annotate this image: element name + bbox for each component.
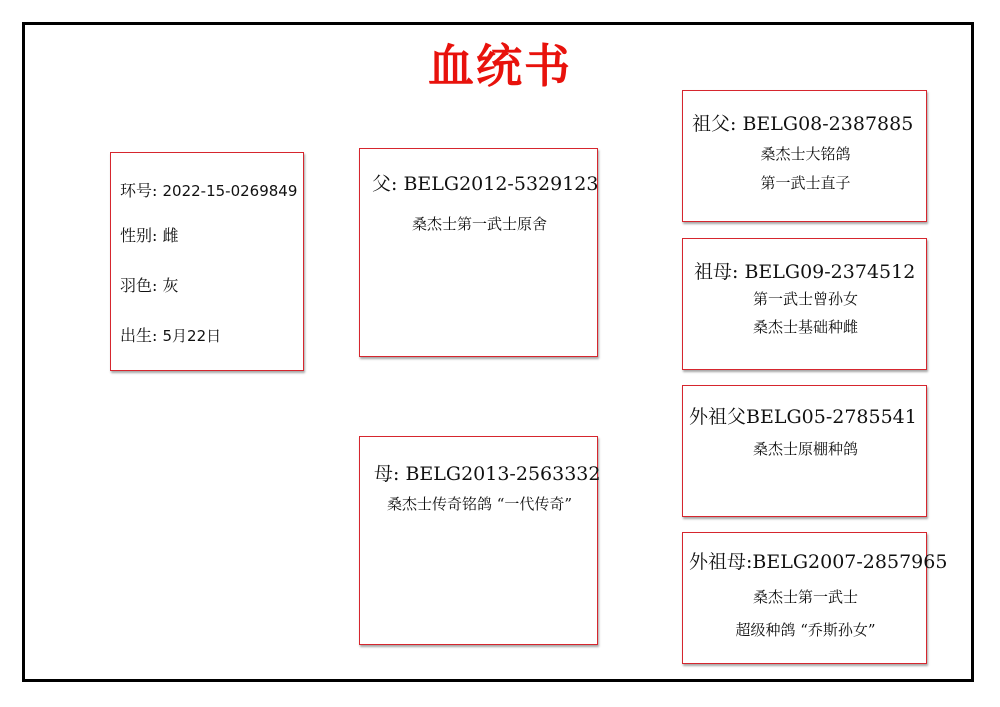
birth-label: 出生: [120, 326, 163, 345]
paternal-grandfather-ring: BELG08-2387885 [742, 113, 914, 135]
sex [120, 223, 179, 246]
father-note: 桑杰士第一武士原舍 [411, 215, 547, 233]
ring-value: 2022-15-0269849 [162, 182, 298, 200]
paternal-grandmother-note-1: 第一武士曾孙女 [752, 290, 858, 308]
maternal-grandfather-heading [689, 402, 917, 429]
maternal-grandmother-note-1: 桑杰士第一武士 [752, 588, 858, 606]
mother-note: 桑杰士传奇铭鸽 “一代传奇” [386, 495, 573, 513]
paternal-grandmother-card [682, 238, 927, 370]
maternal-grandfather-ring: BELG05-2785541 [746, 406, 917, 428]
maternal-grandmother-card [682, 532, 948, 664]
paternal-grandmother-ring: BELG09-2374512 [744, 261, 916, 283]
maternal-grandfather-label: 外祖父 [689, 406, 747, 428]
color-label: 羽色: [120, 276, 163, 295]
sex-label: 性别: [120, 226, 163, 245]
mother-heading [374, 459, 600, 486]
paternal-grandfather-heading [692, 109, 913, 136]
color-value: 灰 [162, 276, 179, 295]
paternal-grandfather-label: 祖父: [692, 113, 743, 135]
page-title: 血统书 [428, 39, 572, 93]
birth-value: 5月22日 [162, 327, 222, 345]
father-label: 父: [372, 173, 404, 195]
maternal-grandmother-heading [689, 547, 947, 574]
feather-color [120, 273, 179, 296]
maternal-grandmother-label: 外祖母: [689, 551, 753, 573]
mother-card [359, 436, 601, 645]
paternal-grandmother-heading [694, 257, 915, 284]
mother-ring: BELG2013-2563332 [405, 463, 601, 485]
maternal-grandmother-ring: BELG2007-2857965 [752, 551, 948, 573]
paternal-grandfather-note-2: 第一武士直子 [760, 174, 851, 192]
paternal-grandfather-card [682, 90, 927, 222]
father-card [359, 148, 598, 357]
father-ring: BELG2012-5329123 [403, 173, 599, 195]
mother-label: 母: [374, 463, 406, 485]
paternal-grandfather-note-1: 桑杰士大铭鸽 [760, 145, 851, 163]
paternal-grandmother-label: 祖母: [694, 261, 745, 283]
paternal-grandmother-note-2: 桑杰士基础种雌 [752, 318, 858, 336]
ring-label: 环号: [120, 181, 163, 200]
maternal-grandfather-card [682, 385, 927, 517]
sex-value: 雌 [162, 226, 179, 245]
birth-date [120, 323, 221, 346]
maternal-grandmother-note-2: 超级种鸽 “乔斯孙女” [735, 621, 876, 639]
maternal-grandfather-note: 桑杰士原棚种鸽 [752, 440, 858, 458]
father-heading [372, 169, 598, 196]
ring-number [120, 178, 297, 201]
pigeon-info-card [110, 152, 304, 371]
